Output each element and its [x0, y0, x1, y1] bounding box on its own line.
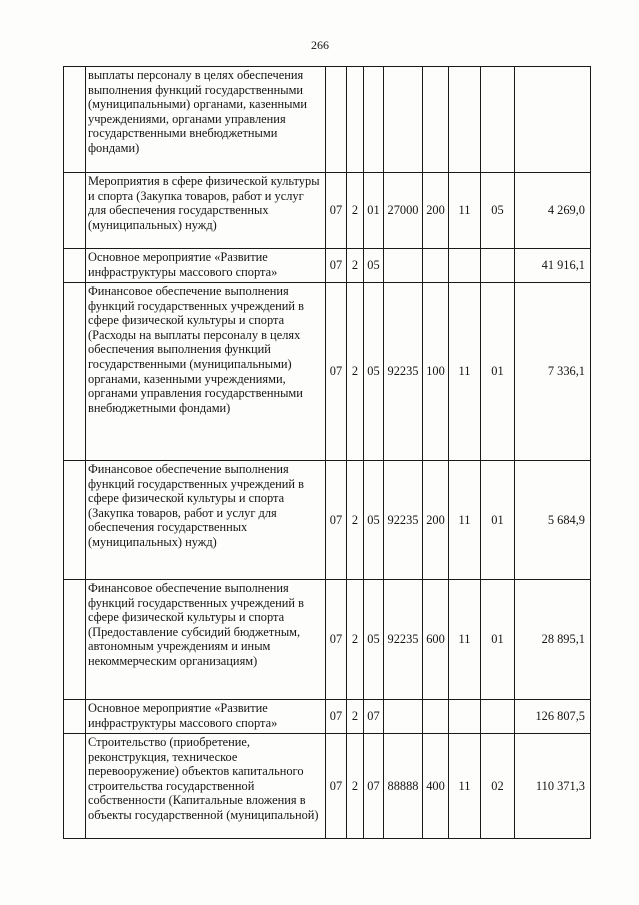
index-cell — [64, 67, 86, 173]
code-section-cell — [326, 67, 347, 173]
code-section-cell: 07 — [326, 249, 347, 283]
code-program-cell: 2 — [347, 461, 364, 580]
code-department-cell: 11 — [449, 461, 481, 580]
code-direction-cell: 88888 — [384, 734, 423, 839]
code-expense-type-cell — [423, 67, 449, 173]
code-department-cell: 11 — [449, 734, 481, 839]
index-cell — [64, 249, 86, 283]
code-subsection-cell: 01 — [481, 283, 515, 461]
code-expense-type-cell: 600 — [423, 580, 449, 700]
code-activity-cell: 05 — [364, 283, 384, 461]
code-department-cell — [449, 67, 481, 173]
code-program-cell: 2 — [347, 580, 364, 700]
code-activity-cell — [364, 67, 384, 173]
code-program-cell: 2 — [347, 700, 364, 734]
code-department-cell: 11 — [449, 173, 481, 249]
index-cell — [64, 734, 86, 839]
amount-cell: 5 684,9 — [515, 461, 591, 580]
budget-table — [63, 66, 591, 839]
item-name-cell: Мероприятия в сфере физической культуры и спорта (Закупка товаров, работ и услуг для обеспечения государственных (муниципальных) нужд) — [86, 173, 326, 249]
index-cell — [64, 580, 86, 700]
index-cell — [64, 700, 86, 734]
code-section-cell: 07 — [326, 461, 347, 580]
index-cell — [64, 461, 86, 580]
table-row — [64, 461, 591, 580]
code-direction-cell — [384, 700, 423, 734]
table-row — [64, 700, 591, 734]
code-activity-cell: 05 — [364, 249, 384, 283]
code-program-cell: 2 — [347, 283, 364, 461]
item-name-cell: Финансовое обеспечение выполнения функций государственных учреждений в сфере физической культуры и спорта (Предоставление субсидий бюджетным, автономным учреждениям и иным некоммерческим организациям) — [86, 580, 326, 700]
code-direction-cell — [384, 67, 423, 173]
code-subsection-cell: 01 — [481, 461, 515, 580]
item-name-cell: Финансовое обеспечение выполнения функций государственных учреждений в сфере физической культуры и спорта (Закупка товаров, работ и услуг для обеспечения государственных (муниципальных) нужд) — [86, 461, 326, 580]
code-direction-cell — [384, 249, 423, 283]
item-name-cell: Финансовое обеспечение выполнения функций государственных учреждений в сфере физической культуры и спорта (Расходы на выплаты персоналу в целях обеспечения выполнения функций государственными (муниципальными) органами, казенными учреждениями, органами управления государственными внебюджетными фондами) — [86, 283, 326, 461]
code-program-cell — [347, 67, 364, 173]
amount-cell: 126 807,5 — [515, 700, 591, 734]
item-name-cell: Основное мероприятие «Развитие инфраструктуры массового спорта» — [86, 249, 326, 283]
code-program-cell: 2 — [347, 173, 364, 249]
code-subsection-cell: 05 — [481, 173, 515, 249]
code-program-cell: 2 — [347, 249, 364, 283]
code-department-cell — [449, 249, 481, 283]
code-section-cell: 07 — [326, 580, 347, 700]
table-row — [64, 580, 591, 700]
code-section-cell: 07 — [326, 734, 347, 839]
code-subsection-cell: 02 — [481, 734, 515, 839]
item-name-cell: Строительство (приобретение, реконструкция, техническое перевооружение) объектов капитального строительства государственной собственности (Капитальные вложения в объекты государственной (муниципальной) — [86, 734, 326, 839]
code-subsection-cell — [481, 67, 515, 173]
index-cell — [64, 173, 86, 249]
code-section-cell: 07 — [326, 173, 347, 249]
amount-cell: 110 371,3 — [515, 734, 591, 839]
code-direction-cell: 92235 — [384, 461, 423, 580]
amount-cell — [515, 67, 591, 173]
index-cell — [64, 283, 86, 461]
code-subsection-cell — [481, 700, 515, 734]
table-row — [64, 734, 591, 839]
table-row — [64, 283, 591, 461]
code-section-cell: 07 — [326, 283, 347, 461]
code-expense-type-cell: 100 — [423, 283, 449, 461]
code-section-cell: 07 — [326, 700, 347, 734]
code-activity-cell: 01 — [364, 173, 384, 249]
code-direction-cell: 27000 — [384, 173, 423, 249]
code-direction-cell: 92235 — [384, 580, 423, 700]
code-department-cell: 11 — [449, 283, 481, 461]
page-number: 266 — [311, 38, 329, 52]
code-program-cell: 2 — [347, 734, 364, 839]
amount-cell: 41 916,1 — [515, 249, 591, 283]
code-department-cell — [449, 700, 481, 734]
amount-cell: 28 895,1 — [515, 580, 591, 700]
code-department-cell: 11 — [449, 580, 481, 700]
code-activity-cell: 07 — [364, 700, 384, 734]
item-name-cell: Основное мероприятие «Развитие инфраструктуры массового спорта» — [86, 700, 326, 734]
code-expense-type-cell — [423, 700, 449, 734]
table-row — [64, 173, 591, 249]
code-expense-type-cell: 200 — [423, 173, 449, 249]
code-expense-type-cell — [423, 249, 449, 283]
table-row — [64, 249, 591, 283]
code-expense-type-cell: 200 — [423, 461, 449, 580]
code-activity-cell: 05 — [364, 461, 384, 580]
item-name-cell: выплаты персоналу в целях обеспечения выполнения функций государственными (муниципальными) органами, казенными учреждениями, органами управления государственными внебюджетными фондами) — [86, 67, 326, 173]
amount-cell: 4 269,0 — [515, 173, 591, 249]
code-activity-cell: 07 — [364, 734, 384, 839]
code-subsection-cell: 01 — [481, 580, 515, 700]
code-direction-cell: 92235 — [384, 283, 423, 461]
code-subsection-cell — [481, 249, 515, 283]
amount-cell: 7 336,1 — [515, 283, 591, 461]
code-activity-cell: 05 — [364, 580, 384, 700]
table-row — [64, 67, 591, 173]
code-expense-type-cell: 400 — [423, 734, 449, 839]
